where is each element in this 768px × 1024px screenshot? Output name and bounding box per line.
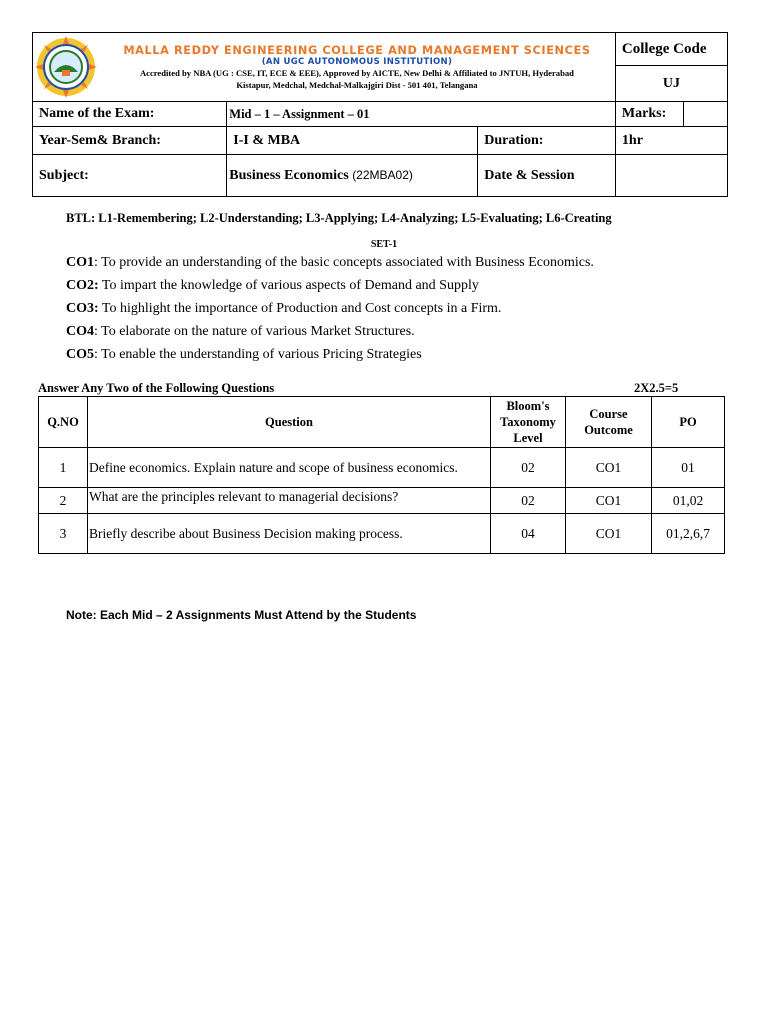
marks-label: Marks: bbox=[615, 102, 683, 127]
course-outcome bbox=[66, 255, 594, 271]
college-address: Kistapur, Medchal, Medchal-Malkajgiri Dist - 501 401, Telangana bbox=[236, 79, 478, 90]
subject-name: Business Economics bbox=[229, 167, 349, 183]
qno-cell: 3 bbox=[39, 514, 88, 554]
instruction: Answer Any Two of the Following Questions bbox=[38, 381, 275, 395]
date-value bbox=[615, 155, 727, 197]
table-row bbox=[39, 514, 725, 554]
header-blooms-line: Taxonomy bbox=[500, 415, 556, 429]
header-blooms-line: Level bbox=[513, 431, 543, 445]
table-row bbox=[39, 488, 725, 514]
header-blooms-line: Bloom's bbox=[506, 399, 550, 413]
qno-cell: 2 bbox=[39, 488, 88, 514]
year-value: I-I & MBA bbox=[227, 127, 478, 155]
co-code: CO1 bbox=[66, 255, 94, 270]
questions-table bbox=[38, 396, 725, 554]
question-cell: What are the principles relevant to managerial decisions? bbox=[88, 488, 491, 514]
marks-value bbox=[684, 102, 728, 127]
date-label: Date & Session bbox=[478, 155, 616, 197]
college-name: MALLA REDDY ENGINEERING COLLEGE AND MANAGEMENT SCIENCES bbox=[123, 43, 591, 57]
po-cell: 01 bbox=[652, 448, 725, 488]
subject-value bbox=[227, 155, 478, 197]
po-cell: 01,2,6,7 bbox=[652, 514, 725, 554]
btl-legend: BTL: L1-Remembering; L2-Understanding; L3-Applying; L4-Analyzing; L5-Evaluating; L6-Creating bbox=[66, 211, 612, 225]
co-code: CO3: bbox=[66, 301, 99, 316]
duration-label: Duration: bbox=[478, 127, 616, 155]
header-blooms bbox=[491, 397, 566, 448]
set-label: SET-1 bbox=[370, 239, 398, 250]
po-cell: 01,02 bbox=[652, 488, 725, 514]
exam-value: Mid – 1 – Assignment – 01 bbox=[227, 102, 616, 127]
subject-code: (22MBA02) bbox=[352, 167, 413, 182]
co-text: : To provide an understanding of the basic concepts associated with Business Economics. bbox=[94, 255, 594, 270]
co-text: To impart the knowledge of various aspects of Demand and Supply bbox=[98, 278, 479, 293]
header-course-outcome bbox=[566, 397, 652, 448]
marks-scheme: 2X2.5=5 bbox=[634, 381, 679, 395]
college-code: UJ bbox=[615, 66, 727, 102]
exam-header-table bbox=[32, 32, 728, 197]
co-code: CO4 bbox=[66, 324, 94, 339]
co-text: : To enable the understanding of various Pricing Strategies bbox=[94, 347, 422, 362]
header-co-line: Course bbox=[589, 407, 628, 421]
question-cell: Briefly describe about Business Decision making process. bbox=[88, 514, 491, 554]
co-text: : To elaborate on the nature of various Market Structures. bbox=[94, 324, 415, 339]
qno-cell: 1 bbox=[39, 448, 88, 488]
table-row bbox=[39, 448, 725, 488]
course-outcome bbox=[66, 301, 501, 317]
header-question: Question bbox=[88, 397, 491, 448]
level-cell: 04 bbox=[491, 514, 566, 554]
duration-value: 1hr bbox=[615, 127, 727, 155]
year-label: Year-Sem& Branch: bbox=[33, 127, 227, 155]
co-cell: CO1 bbox=[566, 488, 652, 514]
exam-label: Name of the Exam: bbox=[33, 102, 227, 127]
subject-label: Subject: bbox=[33, 155, 227, 197]
question-cell: Define economics. Explain nature and scope of business economics. bbox=[88, 448, 491, 488]
level-cell: 02 bbox=[491, 448, 566, 488]
course-outcome bbox=[66, 324, 415, 340]
co-code: CO2: bbox=[66, 278, 99, 293]
co-code: CO5 bbox=[66, 347, 94, 362]
autonomous-status: (AN UGC AUTONOMOUS INSTITUTION) bbox=[261, 56, 453, 67]
college-seal-icon bbox=[35, 36, 97, 98]
header-qno: Q.NO bbox=[39, 397, 88, 448]
level-cell: 02 bbox=[491, 488, 566, 514]
accreditation-text: Accredited by NBA (UG : CSE, IT, ECE & EEE), Approved by AICTE, New Delhi & Affiliated to JNTUH, Hyderabad bbox=[139, 67, 574, 78]
co-text: To highlight the importance of Production and Cost concepts in a Firm. bbox=[98, 301, 502, 316]
course-outcome bbox=[66, 347, 422, 363]
course-outcome bbox=[66, 278, 479, 294]
co-cell: CO1 bbox=[566, 514, 652, 554]
header-co-line: Outcome bbox=[584, 423, 633, 437]
college-code-label: College Code bbox=[615, 33, 727, 66]
footer-note: Note: Each Mid – 2 Assignments Must Attend by the Students bbox=[66, 608, 417, 622]
college-banner bbox=[33, 33, 616, 102]
header-po: PO bbox=[652, 397, 725, 448]
co-cell: CO1 bbox=[566, 448, 652, 488]
